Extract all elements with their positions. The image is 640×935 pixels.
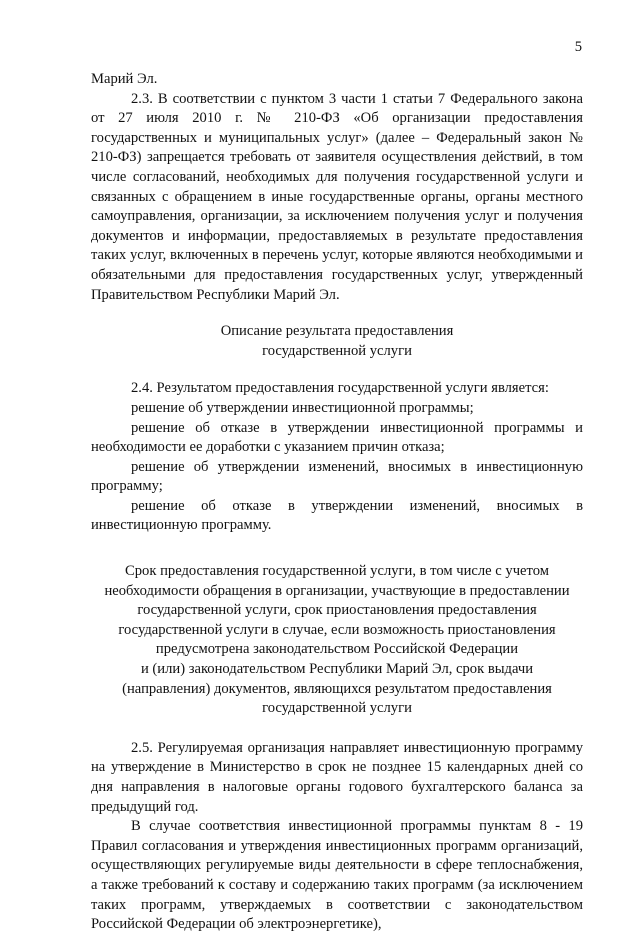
- heading-line: государственной услуги: [262, 700, 412, 717]
- heading-line: предусмотрена законодательством Российской Федерации: [155, 641, 519, 658]
- heading-line: Описание результата предоставления: [220, 323, 454, 340]
- heading-line: необходимости обращения в организации, участвующие в предоставлении: [104, 582, 570, 599]
- heading-line: государственной услуги: [262, 342, 412, 359]
- paragraph-2-3: 2.3. В соответствии с пунктом 3 части 1 статьи 7 Федерального закона от 27 июля 2010 г. № 210-ФЗ «Об организации предоставления государственных и муниципальных услуг» (далее – Федеральный закон № 210-ФЗ) запрещается требовать от заявителя осуществления действий, в том числе согласований, необходимых для получения государственной услуги и связанных с обращением в иные государственные органы, органы местного самоуправления, организации, за исключением получения услуг и получения документов и информации, предоставляемых в результате предоставления таких услуг, включенных в перечень услуг, которые являются необходимыми и обязательными для предоставления государственных услуг, утвержденный Правительством Республики Марий Эл.: [91, 90, 583, 303]
- list-item: решение об утверждении изменений, вносимых в инвестиционную программу;: [91, 458, 583, 495]
- heading-line: (направления) документов, являющихся результатом предоставления: [122, 680, 552, 697]
- list-item: решение об утверждении инвестиционной программы;: [131, 399, 474, 416]
- paragraph-continuation: Марий Эл.: [91, 71, 158, 87]
- section-heading-term: [91, 562, 583, 719]
- page-number: 5: [574, 39, 582, 55]
- heading-line: и (или) законодательством Республики Марий Эл, срок выдачи: [140, 661, 534, 678]
- list-item: решение об отказе в утверждении инвестиционной программы и необходимости ее доработки с указанием причин отказа;: [91, 419, 583, 456]
- section-heading-result: [91, 322, 583, 361]
- heading-line: государственной услуги, срок приостановления предоставления: [137, 602, 537, 619]
- list-item: решение об отказе в утверждении изменений, вносимых в инвестиционную программу.: [91, 497, 583, 534]
- heading-line: Срок предоставления государственной услуги, в том числе с учетом: [125, 563, 549, 580]
- heading-line: государственной услуги в случае, если возможность приостановления: [118, 621, 556, 638]
- paragraph-2-4-intro: 2.4. Результатом предоставления государственной услуги является:: [131, 380, 549, 397]
- paragraph-2-5: 2.5. Регулируемая организация направляет инвестиционную программу на утверждение в Министерство в срок не позднее 15 календарных дней со дня направления в налоговые органы годового бухгалтерского баланса за предыдущий год.: [91, 739, 583, 815]
- document-body: [91, 70, 583, 935]
- paragraph-2-5-continued: В случае соответствия инвестиционной программы пунктам 8 - 19 Правил согласования и утверждения инвестиционных программ организаций, осуществляющих регулируемые виды деятельности в сфере теплоснабжения, а также требований к составу и содержанию таких программ (за исключением таких программ, утверждаемых в соответствии с законодательством Российской Федерации об электроэнергетике),: [91, 818, 583, 933]
